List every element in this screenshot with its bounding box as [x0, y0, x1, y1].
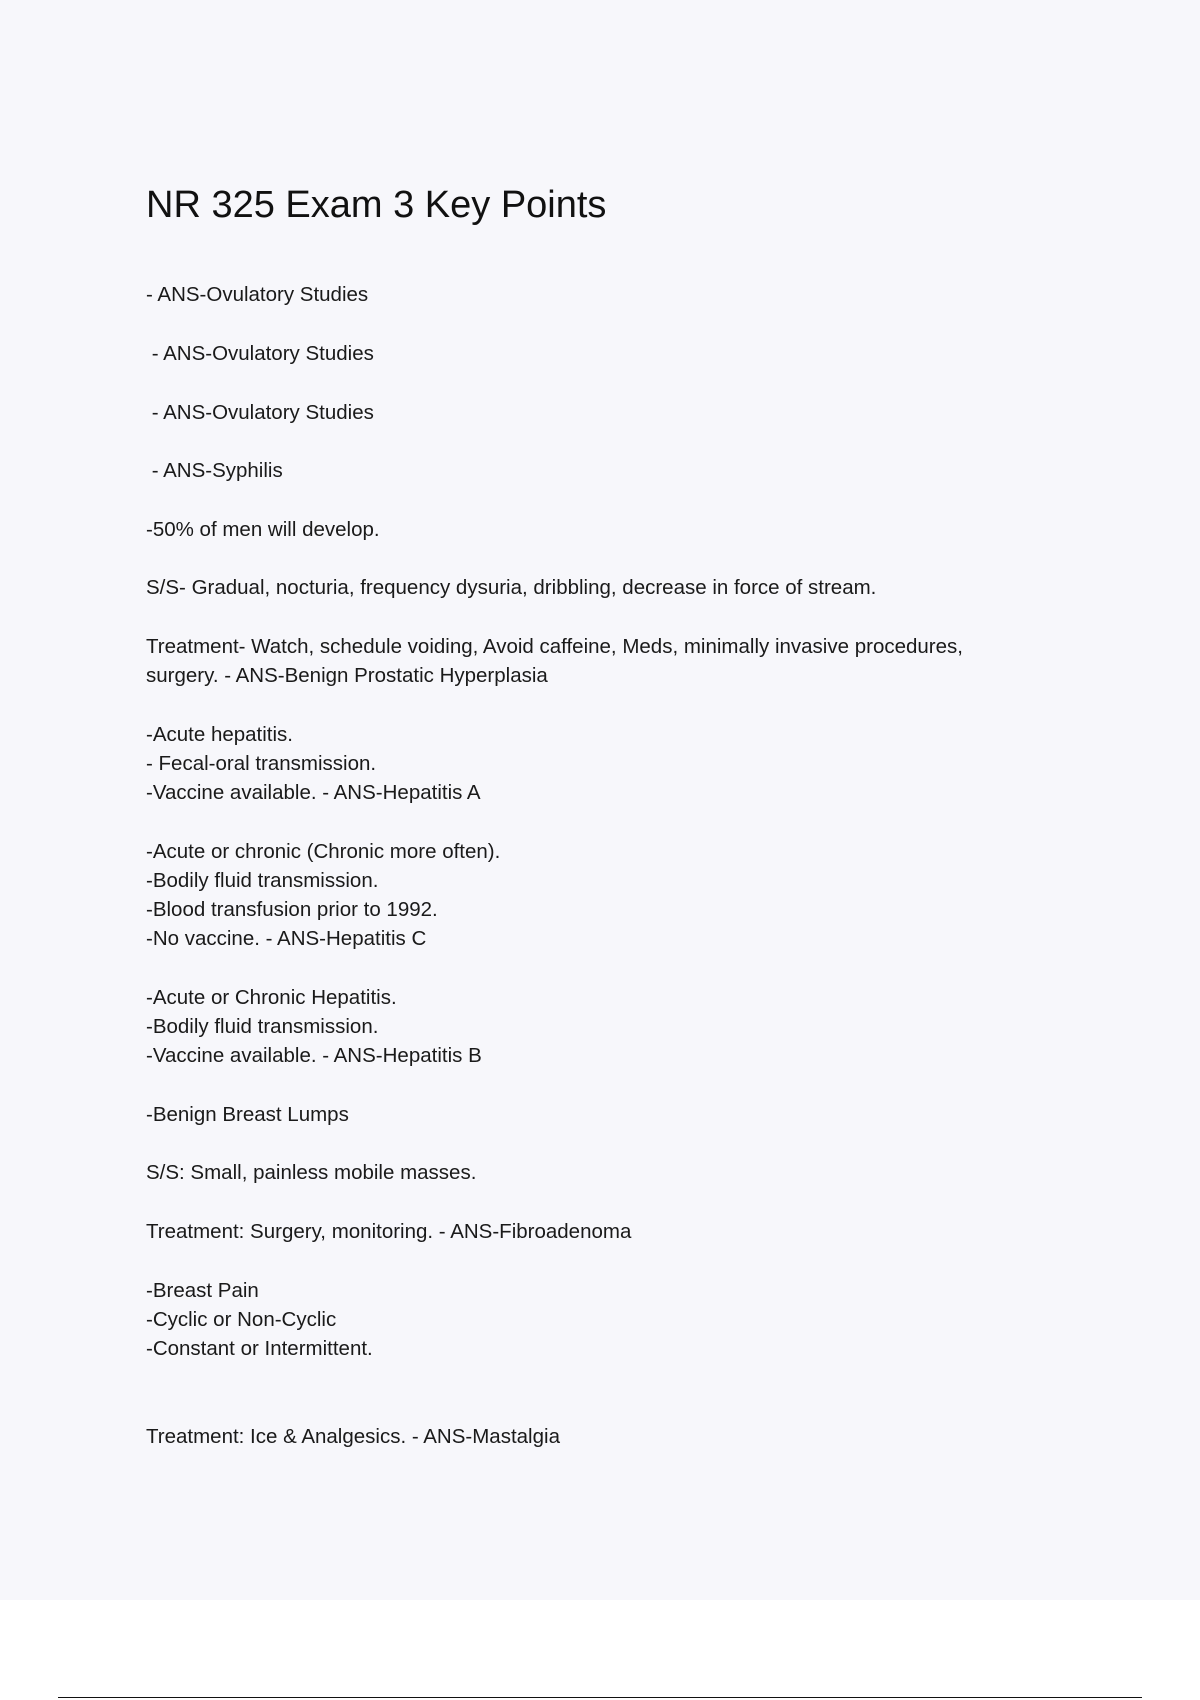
document-title: NR 325 Exam 3 Key Points [146, 184, 607, 226]
text-line: -Cyclic or Non-Cyclic [146, 1308, 337, 1331]
text-line: S/S: Small, painless mobile masses. [146, 1161, 477, 1184]
text-line: -Benign Breast Lumps [146, 1103, 349, 1126]
text-line: -Blood transfusion prior to 1992. [146, 898, 438, 921]
text-line: -Vaccine available. - ANS-Hepatitis A [146, 781, 481, 804]
text-line: -Acute or chronic (Chronic more often). [146, 840, 501, 863]
text-line: - ANS-Ovulatory Studies [146, 401, 374, 424]
text-line: - Fecal-oral transmission. [146, 752, 377, 775]
text-line: -Acute hepatitis. [146, 723, 293, 746]
text-line: - ANS-Ovulatory Studies [146, 342, 374, 365]
footer-divider [58, 1697, 1142, 1698]
text-line: -50% of men will develop. [146, 518, 380, 541]
text-line: -Breast Pain [146, 1279, 259, 1302]
text-line: -Constant or Intermittent. [146, 1337, 373, 1360]
text-line: S/S- Gradual, nocturia, frequency dysuria, dribbling, decrease in force of stream. [146, 576, 877, 599]
text-line: Treatment: Surgery, monitoring. - ANS-Fibroadenoma [146, 1220, 632, 1243]
text-line: Treatment: Ice & Analgesics. - ANS-Mastalgia [146, 1425, 560, 1448]
text-line: -Vaccine available. - ANS-Hepatitis B [146, 1044, 482, 1067]
text-line: - ANS-Ovulatory Studies [146, 283, 369, 306]
text-line: -Acute or Chronic Hepatitis. [146, 986, 397, 1009]
text-line: -Bodily fluid transmission. [146, 1015, 379, 1038]
text-line: Treatment- Watch, schedule voiding, Avoid caffeine, Meds, minimally invasive procedures, [146, 635, 963, 658]
text-line: -No vaccine. - ANS-Hepatitis C [146, 927, 427, 950]
text-line: surgery. - ANS-Benign Prostatic Hyperplasia [146, 664, 548, 687]
text-line: - ANS-Syphilis [146, 459, 283, 482]
text-line: -Bodily fluid transmission. [146, 869, 379, 892]
